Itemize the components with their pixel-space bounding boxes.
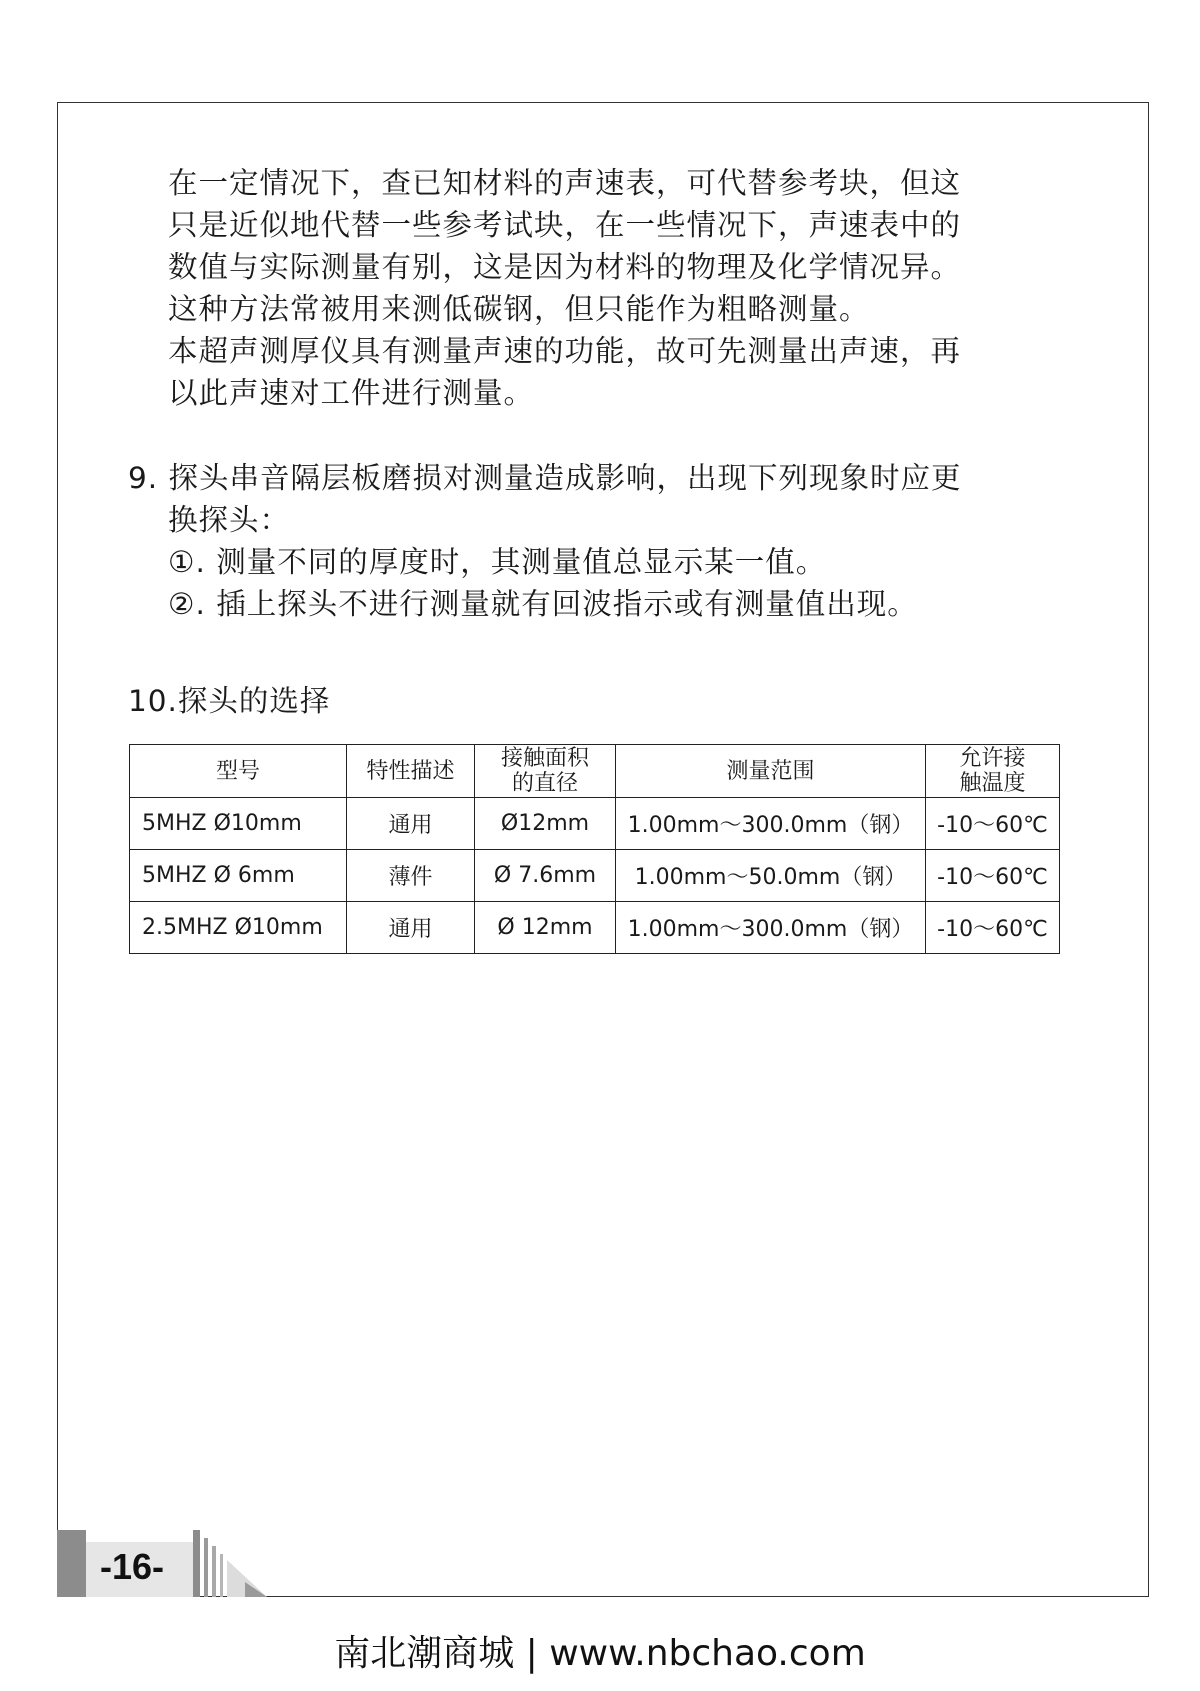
header-range: 测量范围 [616,745,926,798]
item-9 [128,457,1088,625]
item-9-line1: 9. 探头串音隔层板磨损对测量造成影响，出现下列现象时应更 [128,461,962,495]
intro-line: 在一定情况下，查已知材料的声速表，可代替参考块，但这 [168,166,962,200]
cell-feature: 通用 [347,902,475,954]
intro-line: 这种方法常被用来测低碳钢，但只能作为粗略测量。 [168,292,870,326]
table-row [130,798,1060,850]
cell-feature: 通用 [347,798,475,850]
item-9-line2: 换探头： [168,503,291,537]
intro-line: 数值与实际测量有别，这是因为材料的物理及化学情况异。 [168,250,962,284]
header-temperature: 允许接 触温度 [926,745,1060,798]
cell-diameter: Ø 7.6mm [475,850,616,902]
intro-paragraph [168,162,1068,414]
cell-temperature: -10～60℃ [926,850,1060,902]
intro-line: 只是近似地代替一些参考试块，在一些情况下，声速表中的 [168,208,962,242]
cell-model: 5MHZ Ø 6mm [130,850,347,902]
table-header-row [130,745,1060,798]
footer-watermark: 南北潮商城 | www.nbchao.com [334,1633,866,1674]
cell-temperature: -10～60℃ [926,902,1060,954]
item-10-title: 10.探头的选择 [128,684,331,718]
cell-model: 2.5MHZ Ø10mm [130,902,347,954]
table-row [130,850,1060,902]
header-contact-diameter: 接触面积 的直径 [475,745,616,798]
cell-feature: 薄件 [347,850,475,902]
cell-range: 1.00mm～300.0mm（钢） [616,902,926,954]
table-row [130,902,1060,954]
cell-temperature: -10～60℃ [926,798,1060,850]
item-9-sub2: ②. 插上探头不进行测量就有回波指示或有测量值出现。 [168,587,918,621]
intro-line: 以此声速对工件进行测量。 [168,376,535,410]
header-model: 型号 [130,745,347,798]
probe-selection-table [129,744,1060,954]
page-number: -16- [100,1546,165,1587]
cell-range: 1.00mm～300.0mm（钢） [616,798,926,850]
cell-diameter: Ø 12mm [475,902,616,954]
intro-line: 本超声测厚仪具有测量声速的功能，故可先测量出声速，再 [168,334,962,368]
item-9-sub1: ①. 测量不同的厚度时，其测量值总显示某一值。 [168,545,827,579]
header-feature: 特性描述 [347,745,475,798]
cell-diameter: Ø12mm [475,798,616,850]
cell-range: 1.00mm～50.0mm（钢） [616,850,926,902]
cell-model: 5MHZ Ø10mm [130,798,347,850]
